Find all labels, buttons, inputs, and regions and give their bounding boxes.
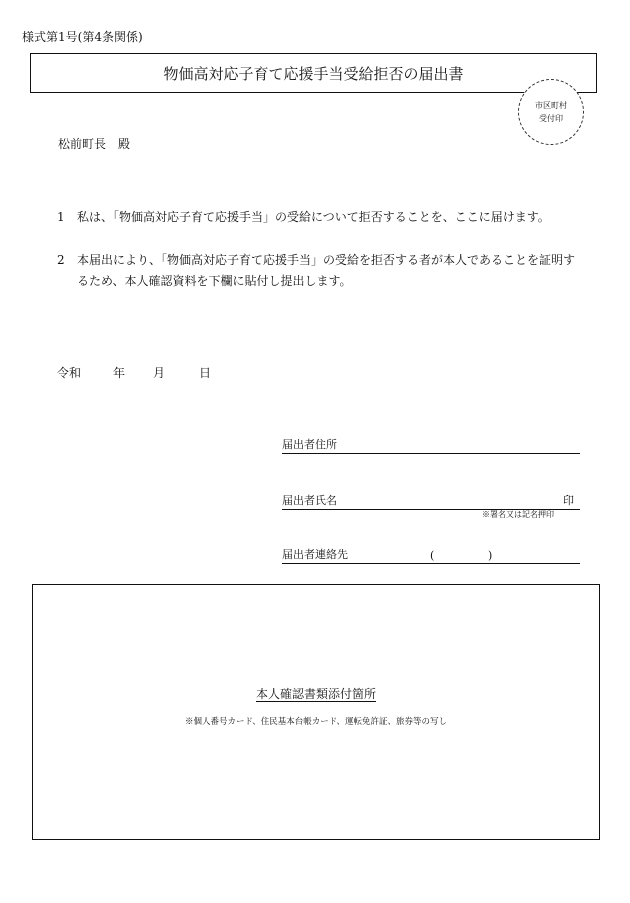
date-line[interactable] [57, 364, 211, 381]
seal-mark: 印 [563, 494, 574, 507]
address-field[interactable] [282, 436, 580, 454]
signature-note: ※署名又は記名押印 [482, 510, 554, 519]
paragraph-number: 2 [57, 253, 65, 267]
address-label: 届出者住所 [282, 438, 337, 451]
document-title: 物価高対応子育て応援手当受給拒否の届出書 [163, 64, 464, 83]
contact-field[interactable] [282, 546, 580, 564]
paragraph-text: 本届出により、「物価高対応子育て応援手当」の受給を拒否する者が本人であることを証明するため、本人確認資料を下欄に貼付し提出します。 [77, 253, 576, 288]
paragraph-text: 私は、「物価高対応子育て応援手当」の受給について拒否することを、ここに届けます。 [77, 210, 550, 224]
paragraph-1 [57, 207, 587, 251]
date-era: 令和 [57, 366, 82, 380]
contact-label: 届出者連絡先 [282, 548, 348, 561]
paragraph-number: 1 [57, 210, 65, 224]
date-year: 年 [113, 366, 126, 380]
id-attachment-area[interactable] [32, 584, 600, 840]
paren-open: ( [430, 549, 435, 562]
attachment-title: 本人確認書類添付箇所 [255, 687, 376, 701]
name-label: 届出者氏名 [282, 494, 337, 507]
attachment-note: ※個人番号カード、住民基本台帳カード、運転免許証、旅券等の写し [185, 717, 447, 727]
stamp-line-1: 市区町村 [535, 101, 567, 110]
name-field[interactable] [282, 492, 580, 510]
stamp-line-2: 受付印 [539, 114, 563, 123]
form-number: 様式第1号(第4条関係) [22, 30, 143, 44]
paren-close: ) [488, 549, 493, 562]
attachment-title-wrap [33, 685, 599, 702]
reception-stamp-circle [518, 79, 584, 145]
paragraph-2 [57, 250, 587, 294]
date-day: 日 [199, 366, 212, 380]
date-month: 月 [153, 366, 166, 380]
addressee: 松前町長 殿 [58, 137, 131, 151]
document-title-box [30, 53, 597, 93]
